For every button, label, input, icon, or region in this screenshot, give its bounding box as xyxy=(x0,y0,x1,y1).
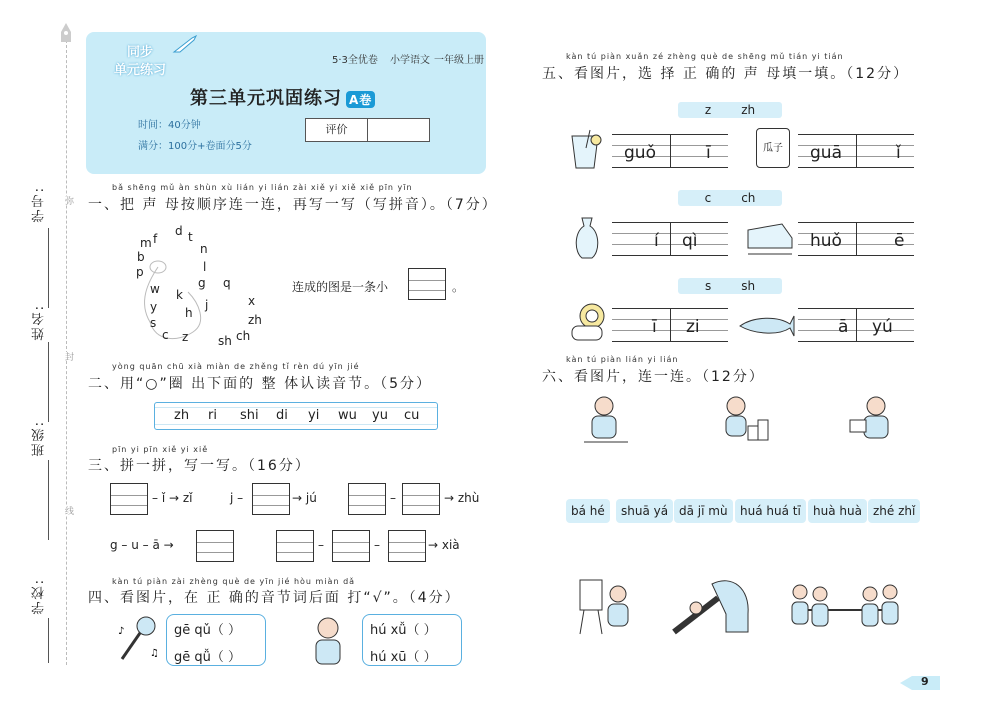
q5-pinyin: kàn tú piàn xuǎn zé zhèng què de shēng mǔ tián yi tián xyxy=(566,52,844,61)
class-label: 班级: xyxy=(32,420,47,457)
cut-mark: 封 xyxy=(63,352,73,361)
syllable[interactable]: zh xyxy=(174,408,190,423)
syllable[interactable]: di xyxy=(276,408,288,423)
q3-box[interactable] xyxy=(110,483,148,515)
writing-lines[interactable]: guā ǐ xyxy=(798,134,914,168)
syllable[interactable]: ri xyxy=(208,408,217,423)
options-s-sh: s sh xyxy=(678,278,782,294)
q5-title: 五、看图片，选 择 正 确的 声 母填一填。（12分） xyxy=(542,66,910,82)
q4-title: 四、看图片，在 正 确的音节词后面 打“√”。（4分） xyxy=(88,590,461,606)
dot-letter: sh xyxy=(218,334,232,348)
student-id-label: 学号: xyxy=(32,186,47,223)
q3-box[interactable] xyxy=(332,530,370,562)
girl-beard-icon xyxy=(308,614,350,668)
unit-badge: 同步 单元练习 xyxy=(113,45,166,78)
train-icon xyxy=(746,218,794,258)
evaluation-box[interactable]: 评价 xyxy=(305,118,430,142)
porcelain-vase-icon xyxy=(572,216,602,260)
q3-box[interactable] xyxy=(348,483,386,515)
dot-letter: l xyxy=(203,260,207,274)
boy-brushing-teeth-icon xyxy=(848,392,900,448)
rocket-icon xyxy=(58,22,74,48)
q1-answer-suffix: 。 xyxy=(452,280,465,294)
q1-title: 一、把 声 母按顺序连一连，再写一写（写拼音）。（7分） xyxy=(88,197,498,213)
subject-label: 小学语文 xyxy=(390,55,430,66)
dot-letter: s xyxy=(150,316,157,330)
q3-dash: – xyxy=(374,538,380,552)
writing-lines[interactable]: ā yú xyxy=(798,308,914,342)
q3-dash: – xyxy=(390,491,396,505)
dot-letter: f xyxy=(153,232,158,246)
word-card[interactable]: bá hé xyxy=(566,499,610,523)
rocket-icon xyxy=(172,34,198,54)
binding-margin xyxy=(0,0,80,719)
q3-box[interactable] xyxy=(276,530,314,562)
syllable[interactable]: yi xyxy=(308,408,320,423)
q3-title: 三、拼一拼，写一写。（16分） xyxy=(88,458,311,474)
q1-answer-box[interactable] xyxy=(408,268,446,300)
dot-letter: b xyxy=(137,250,145,264)
q3-box[interactable] xyxy=(388,530,426,562)
boy-drawing-icon xyxy=(578,576,634,636)
tug-of-war-icon xyxy=(786,580,904,636)
page-number-badge-icon xyxy=(898,674,942,692)
dot-letter: ch xyxy=(236,329,251,343)
word-card[interactable]: huá huá tī xyxy=(735,499,806,523)
q3-dash: – xyxy=(318,538,324,552)
syllable[interactable]: cu xyxy=(404,408,420,423)
dot-letter: t xyxy=(188,230,193,244)
girl-folding-paper-icon xyxy=(580,392,632,448)
q4-option[interactable]: hú xǚ（ ） xyxy=(370,623,437,638)
children-slide-icon xyxy=(672,574,752,636)
syllable[interactable]: wu xyxy=(338,408,357,423)
writing-lines[interactable]: guǒ ī xyxy=(612,134,728,168)
dot-letter: zh xyxy=(248,313,262,327)
dot-letter: j xyxy=(205,298,209,312)
melon-seed-bag-icon: 瓜子 xyxy=(756,128,790,168)
writing-lines[interactable]: huǒ ē xyxy=(798,222,914,256)
dot-letter: n xyxy=(200,242,208,256)
cut-mark: 弥 xyxy=(63,196,73,205)
time-info: 时间：40分钟 xyxy=(138,120,201,131)
q3-formula: – ǐ → zǐ xyxy=(152,491,193,505)
word-card[interactable]: dā jī mù xyxy=(674,499,733,523)
q4-pinyin: kàn tú piàn zài zhèng què de yīn jié hòu miàn dǎ xyxy=(112,577,356,586)
q4-option[interactable]: hú xū（ ） xyxy=(370,650,437,665)
lion-icon xyxy=(566,300,610,344)
svg-text:♫: ♫ xyxy=(150,648,159,659)
singing-microphone-icon xyxy=(112,614,162,666)
dot-letter: h xyxy=(185,306,193,320)
q2-pinyin: yòng quān chū xià miàn de zhěng tǐ rèn dú yīn jié xyxy=(112,362,360,371)
svg-text:♪: ♪ xyxy=(118,626,125,637)
q3-formula: → xià xyxy=(428,538,460,552)
q4-option[interactable]: gē qǚ（ ） xyxy=(174,650,242,665)
options-c-ch: c ch xyxy=(678,190,782,206)
word-card[interactable]: zhé zhǐ xyxy=(868,499,920,523)
dot-letter: p xyxy=(136,265,144,279)
q3-box[interactable] xyxy=(252,483,290,515)
dot-letter: y xyxy=(150,300,158,314)
dot-letter: x xyxy=(248,294,256,308)
syllable-strip xyxy=(154,402,438,430)
dot-letter: z xyxy=(182,330,189,344)
syllable[interactable]: yu xyxy=(372,408,388,423)
dot-letter: k xyxy=(176,288,183,302)
juice-glass-icon xyxy=(568,128,604,170)
dot-letter: m xyxy=(140,236,152,250)
q3-formula: j – xyxy=(230,491,244,505)
word-card[interactable]: huà huà xyxy=(808,499,867,523)
q3-box[interactable] xyxy=(196,530,234,562)
word-card[interactable]: shuā yá xyxy=(616,499,673,523)
q1-pinyin: bǎ shēng mǔ àn shùn xù lián yi lián zài xiě yi xiě xiě pīn yīn xyxy=(112,183,413,192)
dot-letter: c xyxy=(162,328,169,342)
q1-answer-prefix: 连成的图是一条小 xyxy=(292,280,389,294)
school-label: 学校: xyxy=(32,578,47,615)
q3-box[interactable] xyxy=(402,483,440,515)
page-number: 9 xyxy=(921,675,929,688)
dot-letter: q xyxy=(223,276,231,290)
grade-label: 一年级上册 xyxy=(434,55,484,66)
syllable[interactable]: shi xyxy=(240,408,259,423)
writing-lines[interactable]: í qì xyxy=(612,222,728,256)
score-info: 满分：100分+卷面分5分 xyxy=(138,141,252,152)
shark-icon xyxy=(738,310,796,340)
q3-formula: → jú xyxy=(292,491,317,505)
girl-building-blocks-icon xyxy=(714,392,772,448)
dot-letter: g xyxy=(198,276,206,290)
page-title: 第三单元巩固练习 A卷 xyxy=(190,84,375,110)
q6-title: 六、看图片，连一连。（12分） xyxy=(542,369,765,385)
dot-letter: w xyxy=(150,282,160,296)
series-label: 5·3全优卷 xyxy=(332,55,378,66)
q2-title: 二、用“○”圈 出下面的 整 体认读音节。（5分） xyxy=(88,376,432,392)
q3-pinyin: pīn yi pīn xiě yi xiě xyxy=(112,445,209,454)
q3-formula: → zhù xyxy=(444,491,480,505)
options-z-zh: z zh xyxy=(678,102,782,118)
dot-letter: d xyxy=(175,224,183,238)
writing-lines[interactable]: ī zi xyxy=(612,308,728,342)
q4-option[interactable]: gē qǔ（ ） xyxy=(174,623,242,638)
q6-pinyin: kàn tú piàn lián yi lián xyxy=(566,355,679,364)
q3-formula: g – u – ā → xyxy=(110,538,174,552)
name-label: 姓名: xyxy=(32,304,47,341)
cut-mark: 线 xyxy=(63,506,73,515)
